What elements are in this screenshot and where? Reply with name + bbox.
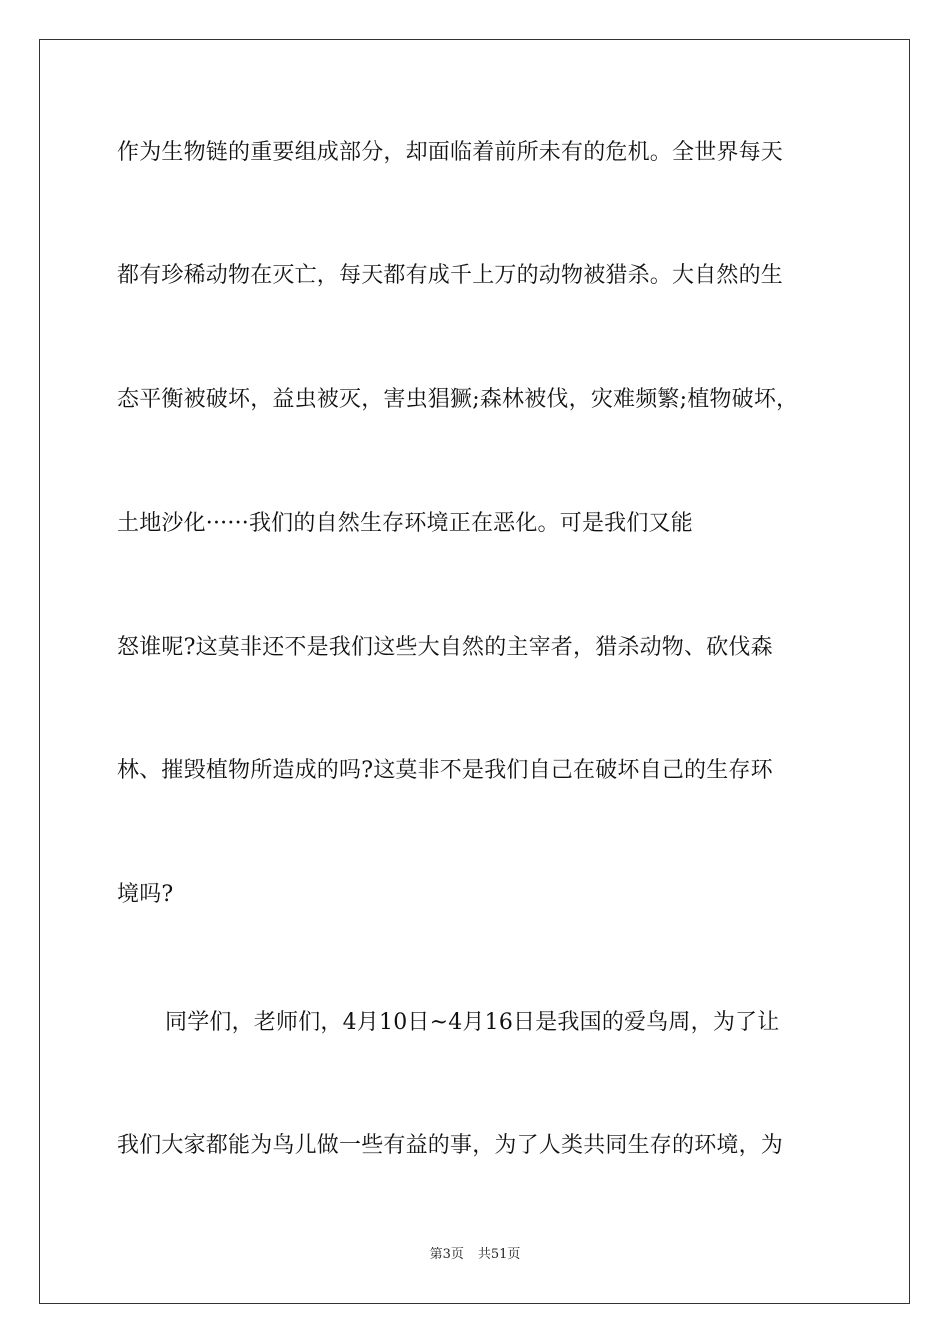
paragraph-line-9: 我们大家都能为鸟儿做一些有益的事，为了人类共同生存的环境，为 xyxy=(117,1133,784,1158)
page-number: 第3页 xyxy=(429,1247,464,1262)
paragraph-line-2: 都有珍稀动物在灭亡，每天都有成千上万的动物被猎杀。大自然的生 xyxy=(117,263,784,288)
paragraph-line-3: 态平衡被破坏，益虫被灭，害虫猖獗;森林被伐，灾难频繁;植物破坏， xyxy=(117,387,799,412)
paragraph-line-7: 境吗? xyxy=(117,882,174,907)
paragraph-line-4: 土地沙化······我们的自然生存环境正在恶化。可是我们又能 xyxy=(117,511,693,536)
total-pages: 共51页 xyxy=(477,1247,521,1262)
paragraph-line-5: 怒谁呢?这莫非还不是我们这些大自然的主宰者，猎杀动物、砍伐森 xyxy=(117,635,773,660)
paragraph-line-1: 作为生物链的重要组成部分，却面临着前所未有的危机。全世界每天 xyxy=(117,140,784,165)
page-footer xyxy=(0,1246,950,1264)
paragraph-line-8: 同学们，老师们，4月10日~4月16日是我国的爱鸟周，为了让 xyxy=(165,1010,780,1035)
page-border xyxy=(39,39,910,1304)
paragraph-line-6: 林、摧毁植物所造成的吗?这莫非不是我们自己在破坏自己的生存环 xyxy=(117,758,773,783)
